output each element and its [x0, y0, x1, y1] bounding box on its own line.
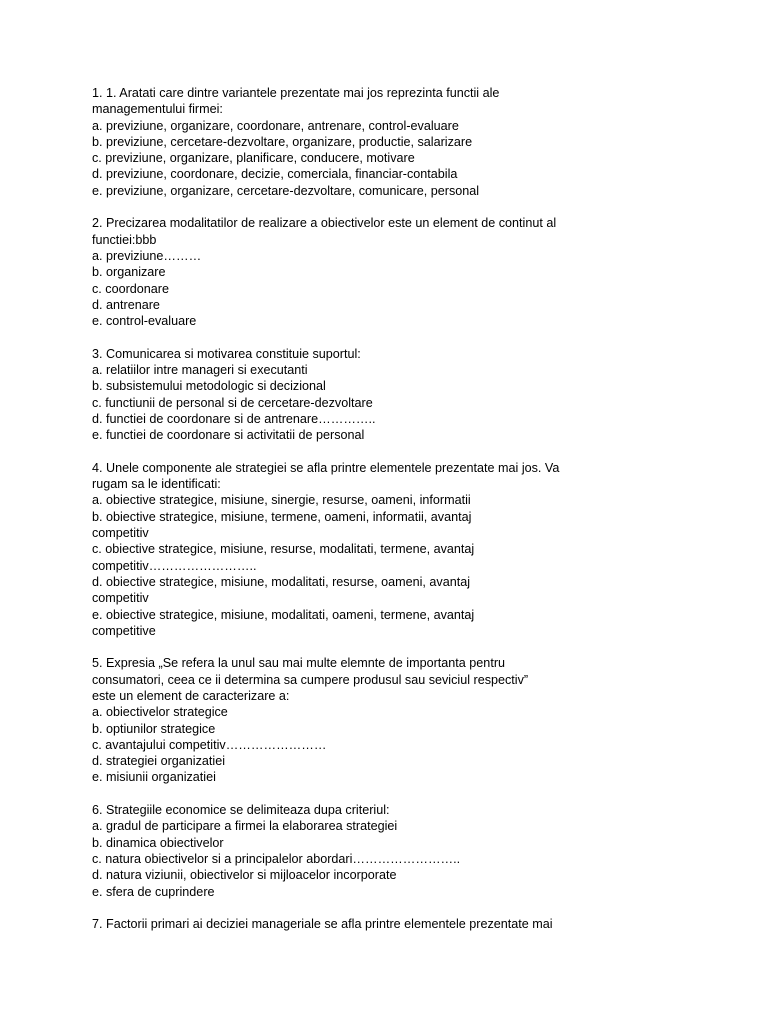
answer-option: a. obiectivelor strategice — [92, 705, 228, 720]
question-stem: 4. Unele componente ale strategiei se afla printre elementele prezentate mai jos. Va rugam sa le identificati: — [92, 460, 560, 492]
answer-option: e. control-evaluare — [92, 314, 197, 329]
answer-option: e. previziune, organizare, cercetare-dezvoltare, comunicare, personal — [92, 183, 480, 198]
answer-option: c. natura obiectivelor si a principalelor abordari…………………….. — [92, 851, 461, 866]
answer-option: d. natura viziunii, obiectivelor si mijloacelor incorporate — [92, 868, 397, 883]
answer-option: b. subsistemului metodologic si decizional — [92, 379, 326, 394]
question-6 — [92, 802, 728, 900]
answer-option: c. avantajului competitiv…………………… — [92, 737, 327, 752]
question-stem: 6. Strategiile economice se delimiteaza dupa criteriul: — [92, 803, 390, 818]
answer-option: a. obiective strategice, misiune, sinergie, resurse, oameni, informatii — [92, 493, 471, 508]
question-stem: 3. Comunicarea si motivarea constituie suportul: — [92, 346, 361, 361]
answer-option: e. functiei de coordonare si activitatii de personal — [92, 428, 365, 443]
question-3 — [92, 346, 728, 444]
question-4 — [92, 460, 728, 639]
answer-option: a. relatiilor intre manageri si executanti — [92, 363, 308, 378]
answer-option: d. previziune, coordonare, decizie, comerciala, financiar-contabila — [92, 167, 458, 182]
answer-option: b. optiunilor strategice — [92, 721, 216, 736]
answer-option: e. misiunii organizatiei — [92, 770, 216, 785]
answer-option: b. dinamica obiectivelor — [92, 835, 224, 850]
answer-option: b. obiective strategice, misiune, termene, oameni, informatii, avantaj competitiv — [92, 509, 472, 541]
question-stem: 2. Precizarea modalitatilor de realizare a obiectivelor este un element de continut al functiei:bbb — [92, 216, 557, 247]
question-7 — [92, 916, 728, 932]
answer-option: a. previziune……… — [92, 248, 202, 263]
question-2 — [92, 215, 728, 329]
answer-option: a. previziune, organizare, coordonare, antrenare, control-evaluare — [92, 118, 459, 133]
answer-option: e. obiective strategice, misiune, modalitati, oameni, termene, avantaj competitive — [92, 607, 475, 638]
answer-option: c. functiunii de personal si de cercetare-dezvoltare — [92, 395, 373, 410]
answer-option: d. functiei de coordonare si de antrenare………….. — [92, 411, 376, 426]
answer-option: d. antrenare — [92, 297, 160, 312]
answer-option: c. obiective strategice, misiune, resurse, modalitati, termene, avantaj competitiv…………………….. — [92, 542, 475, 573]
answer-option: b. previziune, cercetare-dezvoltare, organizare, productie, salarizare — [92, 134, 473, 149]
answer-option: d. strategiei organizatiei — [92, 754, 226, 769]
answer-option: b. organizare — [92, 265, 166, 280]
answer-option: d. obiective strategice, misiune, modalitati, resurse, oameni, avantaj competitiv — [92, 574, 470, 606]
question-stem: 5. Expresia „Se refera la unul sau mai multe elemnte de importanta pentru consumatori, ceea ce ii determina sa cumpere produsul sau seviciul respectiv” este un element de caracterizare a: — [92, 656, 529, 703]
answer-option: c. previziune, organizare, planificare, conducere, motivare — [92, 151, 415, 166]
question-stem: 1. 1. Aratati care dintre variantele prezentate mai jos reprezinta functii ale managementului firmei: — [92, 86, 500, 117]
answer-option: e. sfera de cuprindere — [92, 884, 215, 899]
question-stem: 7. Factorii primari ai deciziei manageriale se afla printre elementele prezentate mai — [92, 917, 553, 932]
answer-option: a. gradul de participare a firmei la elaborarea strategiei — [92, 819, 398, 834]
answer-option: c. coordonare — [92, 281, 170, 296]
question-1 — [92, 85, 728, 199]
question-5 — [92, 655, 728, 785]
